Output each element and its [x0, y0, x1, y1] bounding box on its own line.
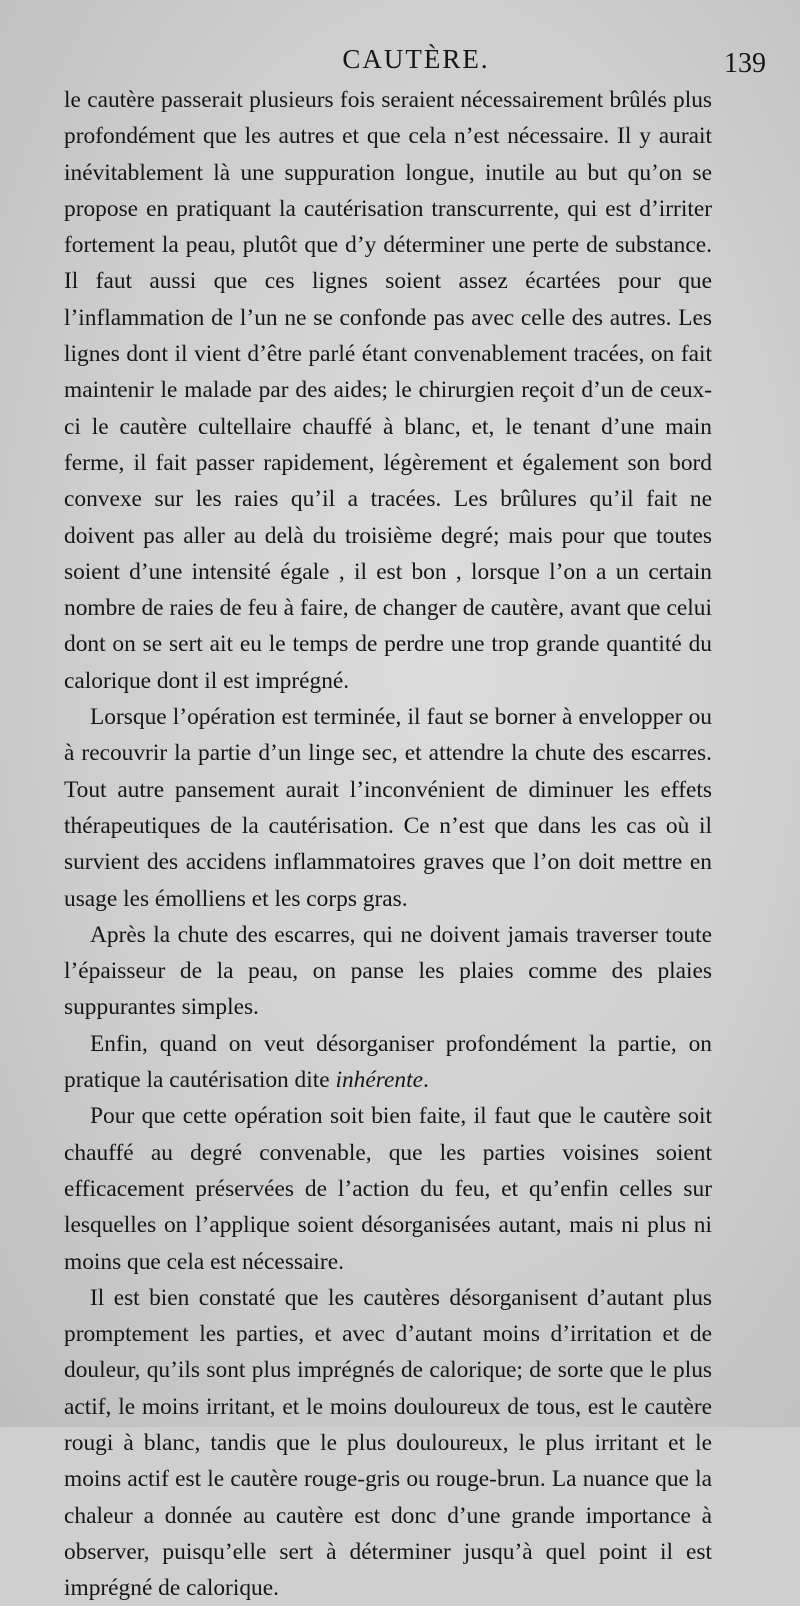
paragraph-1 [64, 82, 712, 699]
paragraph-4-after: . [422, 1067, 429, 1094]
body-text [64, 82, 712, 1606]
paragraph-5 [64, 1098, 712, 1279]
paragraph-4-text: Enfin, quand on veut désorganiser profondément la partie, on pratique la cautérisation dite [64, 1030, 712, 1094]
paragraph-2 [64, 699, 712, 917]
paragraph-6-text: Il est bien constaté que les cautères désorganisent d’autant plus promptement les parties, et avec d’autant moins d’irritation et de douleur, qu’ils sont plus imprégnés de calorique; de sorte que le plus actif, le moins irritant, et le moins douloureux de tous, est le cautère rougi à blanc, tandis que le plus douloureux, le plus irritant et le moins actif est le cautère rouge-gris ou rouge-brun. La nuance que la chaleur a donnée au cautère est donc d’une grande importance à observer, puisqu’elle sert à déterminer jusqu’à quel point il est imprégné de calorique. [64, 1284, 712, 1602]
page-header [66, 44, 766, 84]
paragraph-4 [64, 1026, 712, 1099]
paragraph-6 [64, 1280, 712, 1606]
paragraph-3 [64, 917, 712, 1026]
paragraph-5-text: Pour que cette opération soit bien faite, il faut que le cautère soit chauffé au degré convenable, que les parties voisines soient efficacement préservées de l’action du feu, et qu’enfin celles sur lesquelles on l’applique soient désorganisées autant, mais ni plus ni moins que cela est nécessaire. [64, 1103, 712, 1275]
paragraph-2-text: Lorsque l’opération est terminée, il faut se borner à envelopper ou à recouvrir la partie d’un linge sec, et attendre la chute des escarres. Tout autre pansement aurait l’inconvénient de diminuer les effets thérapeutiques de la cautérisation. Ce n’est que dans les cas où il survient des accidens inflammatoires graves que l’on doit mettre en usage les émolliens et les corps gras. [64, 704, 712, 912]
running-title: CAUTÈRE. [342, 44, 490, 74]
paragraph-1-text: le cautère passerait plusieurs fois seraient nécessairement brûlés plus profondément que les autres et que cela n’est nécessaire. Il y aurait inévitablement là une suppuration longue, inutile au but qu’on se propose en pratiquant la cautérisation transcurrente, qui est d’irriter fortement la peau, plutôt que d’y déterminer une perte de substance. Il faut aussi que ces lignes soient assez écartées pour que l’inflammation de l’un ne se confonde pas avec celle des autres. Les lignes dont il vient d’être parlé étant convenablement tracées, on fait maintenir le malade par des aides; le chirurgien reçoit d’un de ceux-ci le cautère cultellaire chauffé à blanc, et, le tenant d’une main ferme, il fait passer rapidement, légèrement et également son bord convexe sur les raies qu’il a tracées. Les brûlures qu’il fait ne doivent pas aller au delà du troisième degré; mais pour que toutes soient d’une intensité égale , il est bon , lorsque l’on a un certain nombre de raies de feu à faire, de changer de cautère, avant que celui dont on se sert ait eu le temps de perdre une trop grande quantité du calorique dont il est imprégné. [64, 87, 712, 694]
paragraph-3-text: Après la chute des escarres, qui ne doivent jamais traverser toute l’épaisseur de la peau, on panse les plaies comme des plaies suppurantes simples. [64, 921, 712, 1021]
page-number: 139 [724, 48, 766, 79]
paragraph-4-italic: inhérente [335, 1067, 423, 1094]
